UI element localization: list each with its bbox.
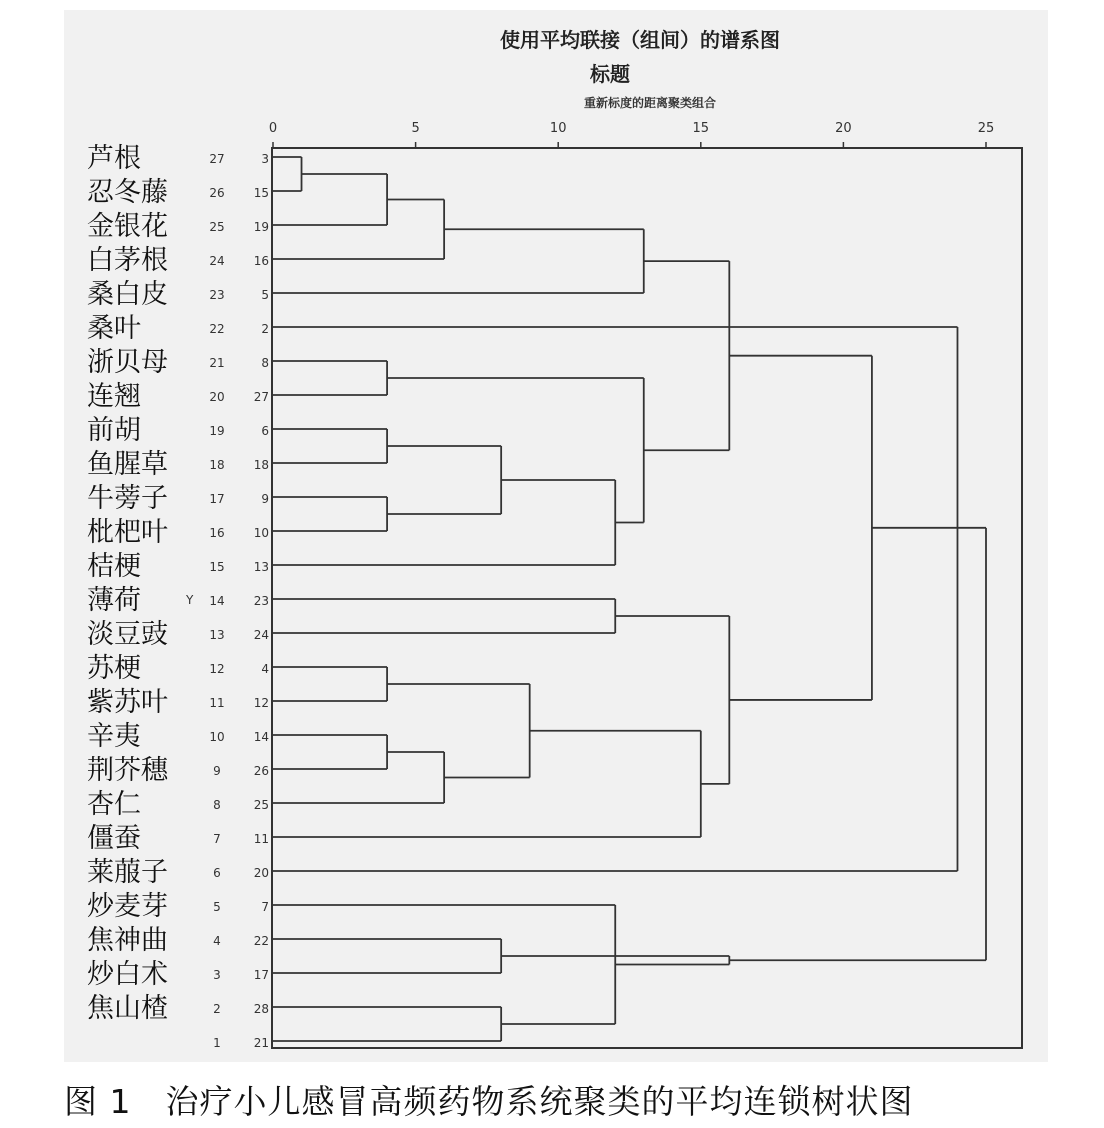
leaf-herb-name: 焦山楂 — [87, 993, 168, 1024]
leaf-herb-name: 苏梗 — [87, 653, 141, 684]
leaf-case-number: 13 — [253, 560, 269, 574]
leaf-case-number: 3 — [261, 152, 269, 166]
x-tick-label: 25 — [977, 121, 995, 136]
leaf-rank: 14 — [209, 594, 225, 608]
leaf-herb-name: 芦根 — [87, 143, 141, 174]
leaf-herb-name: 桑叶 — [87, 313, 141, 344]
leaf-rank: 13 — [209, 628, 225, 642]
leaf-rank: 7 — [213, 832, 221, 846]
leaf-case-number: 9 — [261, 492, 269, 506]
figure-label: 图 1 — [64, 1082, 132, 1121]
leaf-rank: 15 — [209, 560, 225, 574]
leaf-case-number: 14 — [253, 730, 269, 744]
leaf-herb-name: 牛蒡子 — [87, 483, 168, 514]
leaf-case-number: 23 — [253, 594, 269, 608]
leaf-case-number: 5 — [261, 288, 269, 302]
leaf-case-number: 28 — [253, 1002, 269, 1016]
x-tick-label: 15 — [692, 121, 710, 136]
leaf-case-number: 21 — [253, 1036, 269, 1050]
leaf-herb-name: 炒麦芽 — [87, 891, 168, 922]
leaf-case-number: 26 — [253, 764, 269, 778]
leaf-rank: 9 — [213, 764, 221, 778]
leaf-rank: 8 — [213, 798, 221, 812]
leaf-rank: 2 — [213, 1002, 221, 1016]
leaf-case-number: 11 — [253, 832, 269, 846]
leaf-rank: 16 — [209, 526, 225, 540]
leaf-herb-name: 连翘 — [87, 381, 141, 412]
leaf-case-number: 22 — [253, 934, 269, 948]
leaf-case-number: 7 — [261, 900, 269, 914]
leaf-herb-name: 荆芥穗 — [87, 755, 168, 786]
dendrogram-links — [273, 157, 986, 1041]
leaf-rank: 5 — [213, 900, 221, 914]
leaf-rank: 25 — [209, 220, 225, 234]
leaf-herb-name: 枇杷叶 — [87, 517, 168, 548]
leaf-case-number: 18 — [253, 458, 269, 472]
leaf-herb-name: 前胡 — [87, 415, 141, 446]
figure-caption — [64, 1076, 1064, 1123]
leaf-herb-name: 忍冬藤 — [87, 177, 168, 208]
leaf-case-number: 15 — [253, 186, 269, 200]
leaf-herb-name: 鱼腥草 — [87, 449, 168, 480]
leaf-rank: 11 — [209, 696, 225, 710]
leaf-rank: 1 — [213, 1036, 221, 1050]
leaf-rank: 26 — [209, 186, 225, 200]
leaf-labels — [87, 143, 269, 1050]
chart-title: 使用平均联接（组间）的谱系图 — [500, 28, 780, 52]
leaf-herb-name: 辛夷 — [87, 721, 141, 752]
leaf-herb-name: 莱菔子 — [87, 857, 168, 888]
leaf-rank: 10 — [209, 730, 225, 744]
leaf-herb-name: 淡豆豉 — [87, 619, 168, 650]
leaf-rank: 17 — [209, 492, 225, 506]
leaf-herb-name: 焦神曲 — [87, 925, 168, 956]
x-tick-label: 5 — [411, 121, 420, 136]
x-tick-label: 10 — [549, 121, 567, 136]
y-marker: Y — [186, 593, 194, 607]
x-axis-ticks — [269, 121, 994, 148]
leaf-rank: 23 — [209, 288, 225, 302]
leaf-herb-name: 紫苏叶 — [87, 687, 168, 718]
leaf-rank: 4 — [213, 934, 221, 948]
leaf-rank: 21 — [209, 356, 225, 370]
leaf-case-number: 12 — [253, 696, 269, 710]
leaf-rank: 27 — [209, 152, 225, 166]
leaf-herb-name: 浙贝母 — [87, 347, 168, 378]
leaf-rank: 24 — [209, 254, 225, 268]
leaf-rank: 18 — [209, 458, 225, 472]
leaf-rank: 19 — [209, 424, 225, 438]
leaf-case-number: 8 — [261, 356, 269, 370]
x-tick-label: 20 — [835, 121, 852, 136]
leaf-rank: 3 — [213, 968, 221, 982]
leaf-case-number: 20 — [253, 866, 269, 880]
leaf-herb-name: 金银花 — [87, 211, 168, 242]
leaf-herb-name: 炒白术 — [87, 959, 168, 990]
leaf-herb-name: 白茅根 — [87, 245, 168, 276]
leaf-rank: 20 — [209, 390, 225, 404]
leaf-herb-name: 桔梗 — [87, 551, 141, 582]
leaf-rank: 22 — [209, 322, 225, 336]
leaf-case-number: 17 — [253, 968, 269, 982]
leaf-case-number: 24 — [253, 628, 269, 642]
caption-text: 治疗小儿感冒高频药物系统聚类的平均连锁树状图 — [165, 1082, 914, 1121]
leaf-case-number: 19 — [253, 220, 269, 234]
plot-frame — [272, 148, 1022, 1048]
leaf-case-number: 25 — [253, 798, 269, 812]
leaf-case-number: 2 — [261, 322, 269, 336]
x-axis-title: 重新标度的距离聚类组合 — [583, 96, 716, 110]
leaf-case-number: 4 — [261, 662, 269, 676]
chart-subtitle: 标题 — [590, 62, 630, 86]
leaf-case-number: 16 — [253, 254, 269, 268]
leaf-rank: 6 — [213, 866, 221, 880]
leaf-herb-name: 杏仁 — [87, 789, 141, 820]
leaf-rank: 12 — [209, 662, 225, 676]
x-tick-label: 0 — [268, 121, 278, 136]
leaf-case-number: 6 — [261, 424, 269, 438]
leaf-herb-name: 僵蚕 — [87, 823, 141, 854]
leaf-case-number: 10 — [253, 526, 269, 540]
leaf-case-number: 27 — [253, 390, 269, 404]
leaf-herb-name: 桑白皮 — [87, 279, 168, 310]
leaf-herb-name: 薄荷 — [87, 585, 141, 616]
